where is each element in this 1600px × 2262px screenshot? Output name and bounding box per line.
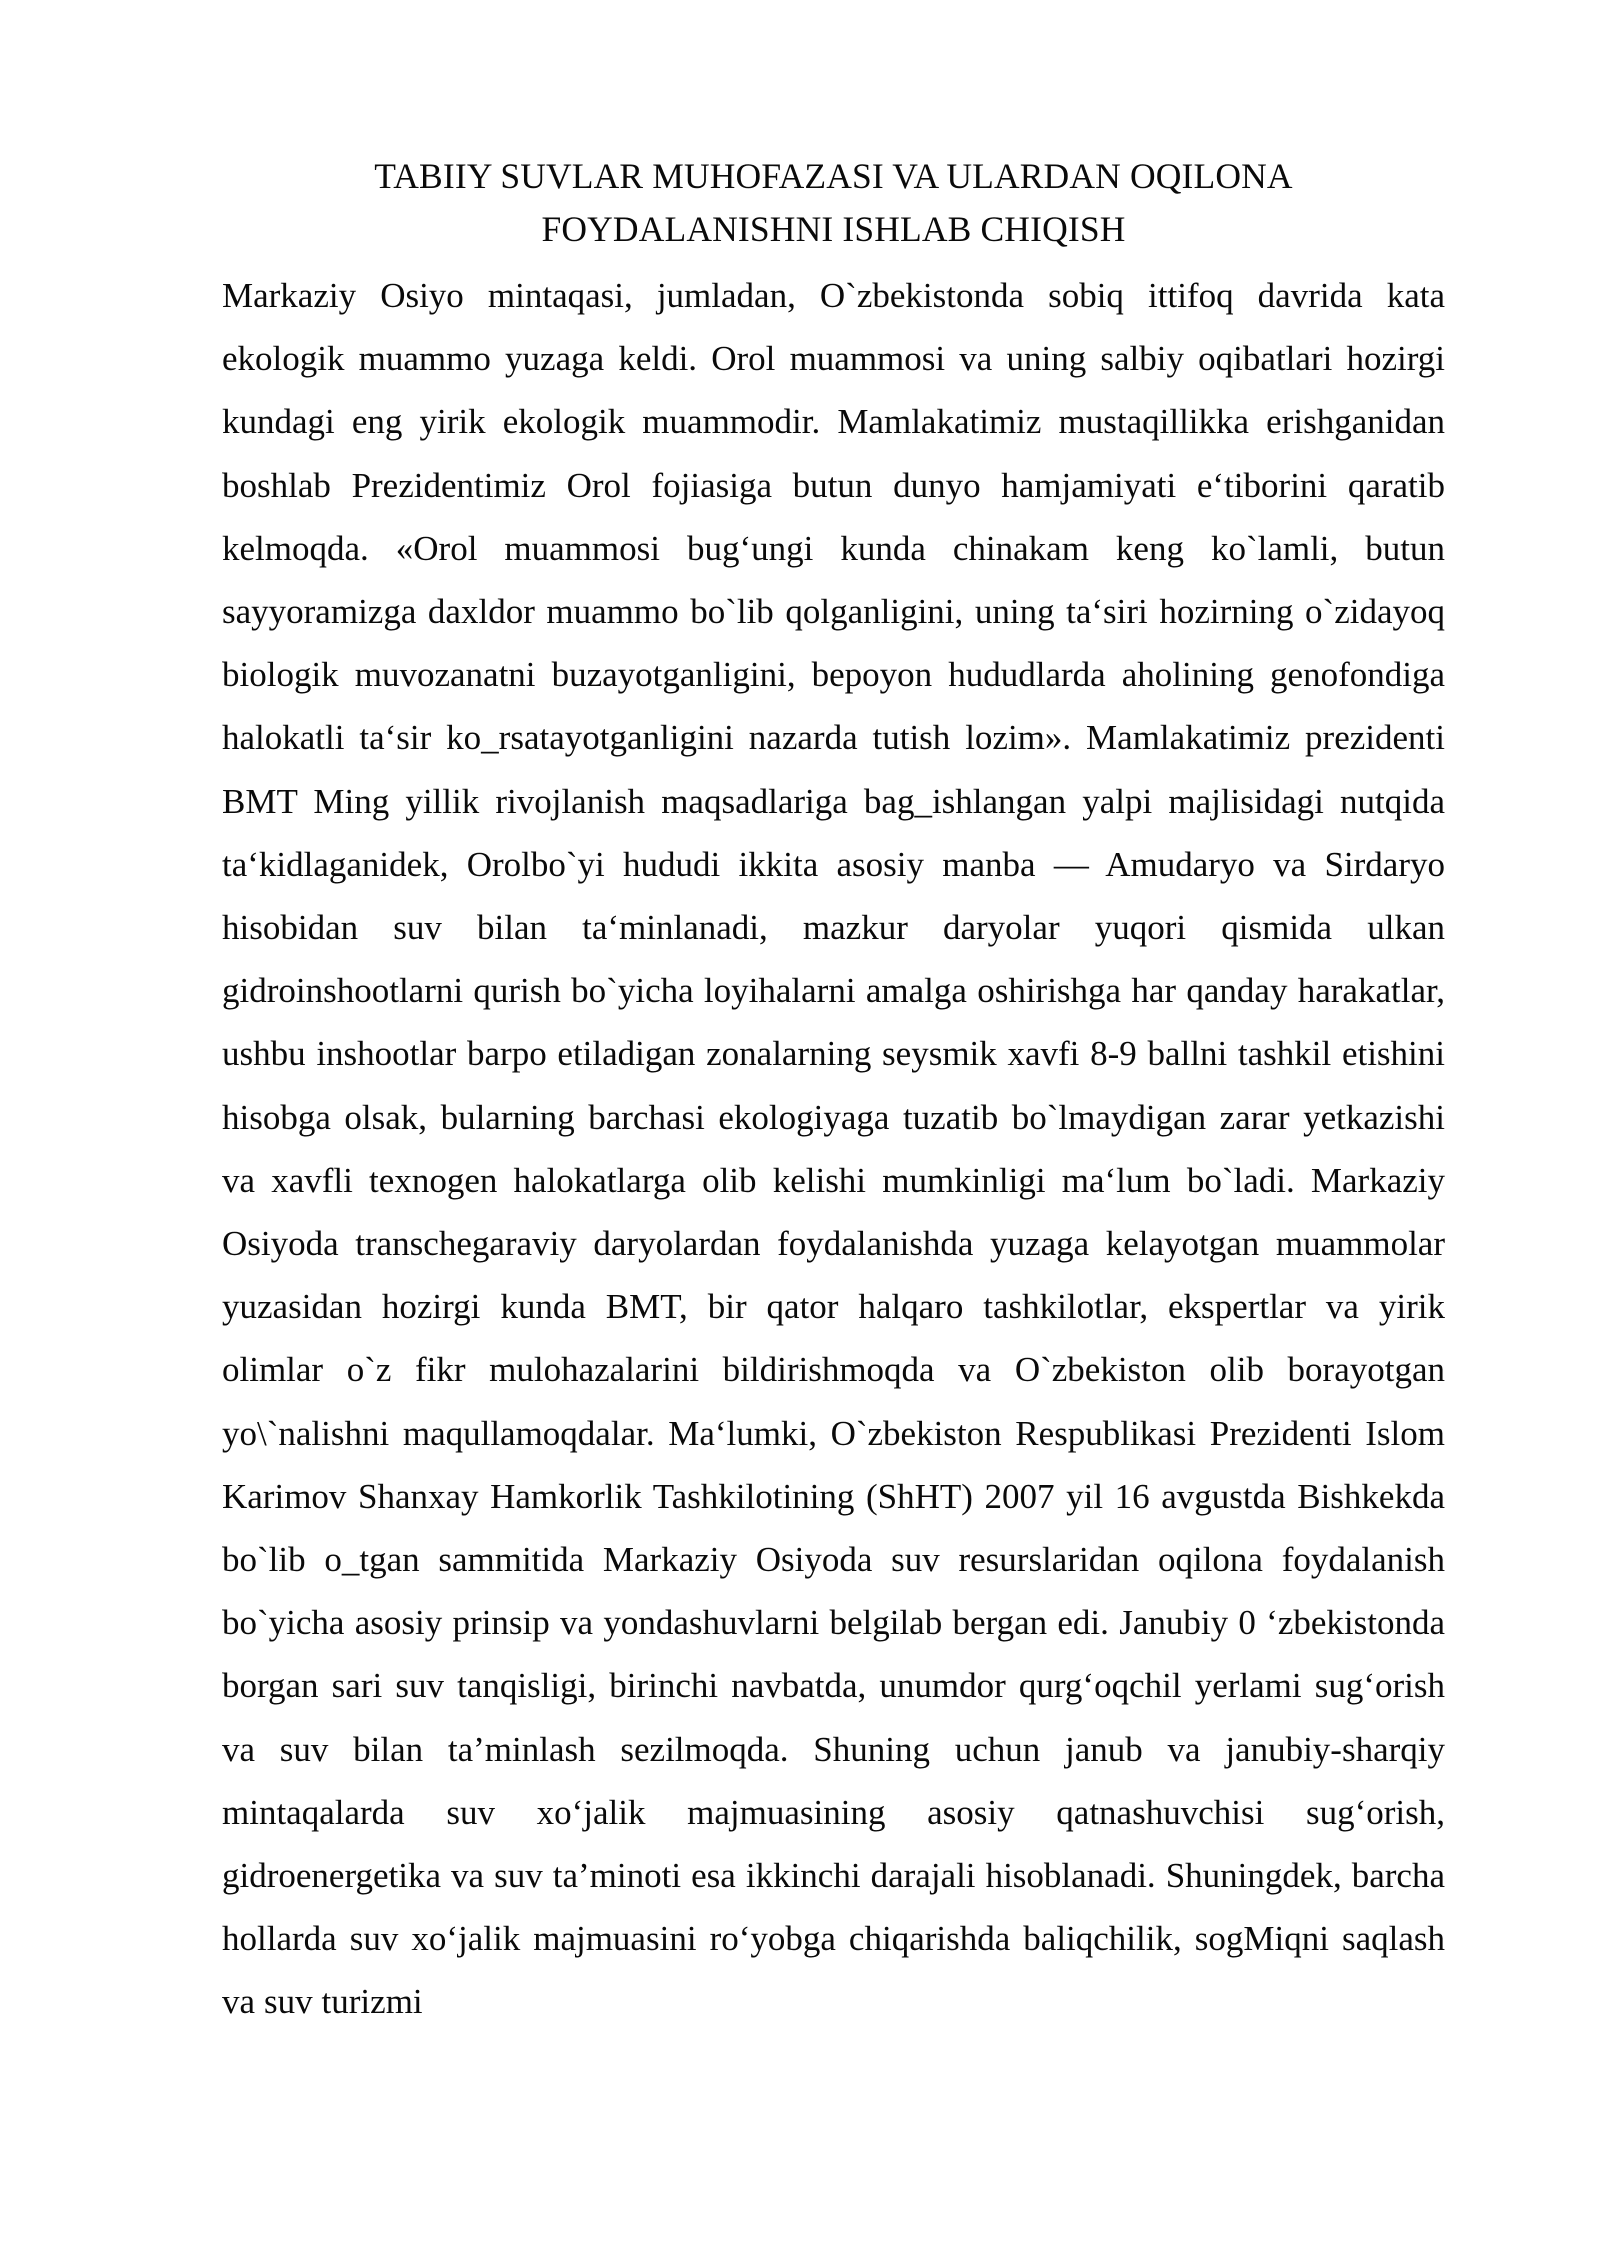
body-paragraph: Markaziy Osiyo mintaqasi, jumladan, O`zbekistonda sobiq ittifoq davrida kata ekologik muammo yuzaga keldi. Orol muammosi va uning salbiy oqibatlari hozirgi kundagi eng yirik ekologik muammodir. Mamlakatimiz mustaqillikka erishganidan boshlab Prezidentimiz Orol fojiasiga butun dunyo hamjamiyati e‘tiborini qaratib kelmoqda. «Orol muammosi bug‘ungi kunda chinakam keng ko`lamli, butun sayyoramizga daxldor muammo bo`lib qolganligini, uning ta‘siri hozirning o`zidayoq biologik muvozanatni buzayotganligini, bepoyon hududlarda aholining genofondiga halokatli ta‘sir ko_rsatayotganligini nazarda tutish lozim». Mamlakatimiz prezidenti BMT Ming yillik rivojlanish maqsadlariga bag_ishlangan yalpi majlisidagi nutqida ta‘kidlaganidek, Orolbo`yi hududi ikkita asosiy manba — Amudaryo va Sirdaryo hisobidan suv bilan ta‘minlanadi, mazkur daryolar yuqori qismida ulkan gidroinshootlarni qurish bo`yicha loyihalarni amalga oshirishga har qanday harakatlar, ushbu inshootlar barpo etiladigan zonalarning seysmik xavfi 8-9 ballni tashkil etishini hisobga olsak, bularning barchasi ekologiyaga tuzatib bo`lmaydigan zarar yetkazishi va xavfli texnogen halokatlarga olib kelishi mumkinligi ma‘lum bo`ladi. Markaziy Osiyoda transchegaraviy daryolardan foydalanishda yuzaga kelayotgan muammolar yuzasidan hozirgi kunda BMT, bir qator halqaro tashkilotlar, ekspertlar va yirik olimlar o`z fikr mulohazalarini bildirishmoqda va O`zbekiston olib borayotgan yo\`nalishni maqullamoqdalar. Ma‘lumki, O`zbekiston Respublikasi Prezidenti Islom Karimov Shanxay Hamkorlik Tashkilotining (ShHT) 2007 yil 16 avgustda Bishkekda bo`lib o_tgan sammitida Markaziy Osiyoda suv resurslaridan oqilona foydalanish bo`yicha asosiy prinsip va yondashuvlarni belgilab bergan edi. Janubiy 0 ‘zbekistonda borgan sari suv tanqisligi, birinchi navbatda, unumdor qurg‘oqchil yerlami sug‘orish va suv bilan ta’minlash sezilmoqda. Shuning uchun janub va janubiy-sharqiy mintaqalarda suv xo‘jalik majmuasining asosiy qatnashuvchisi sug‘orish, gidroenergetika va suv ta’minoti esa ikkinchi darajali hisoblanadi. Shuningdek, barcha hollarda suv xo‘jalik majmuasini ro‘yobga chiqarishda baliqchilik, sogMiqni saqlash va suv turizmi (222, 276, 1445, 2022)
page-title-line-1: TABIIY SUVLAR MUHOFAZASI VA ULARDAN OQILONA (374, 156, 1293, 196)
page-title (222, 150, 1445, 256)
page-title-line-2: FOYDALANISHNI ISHLAB CHIQISH (541, 209, 1126, 249)
